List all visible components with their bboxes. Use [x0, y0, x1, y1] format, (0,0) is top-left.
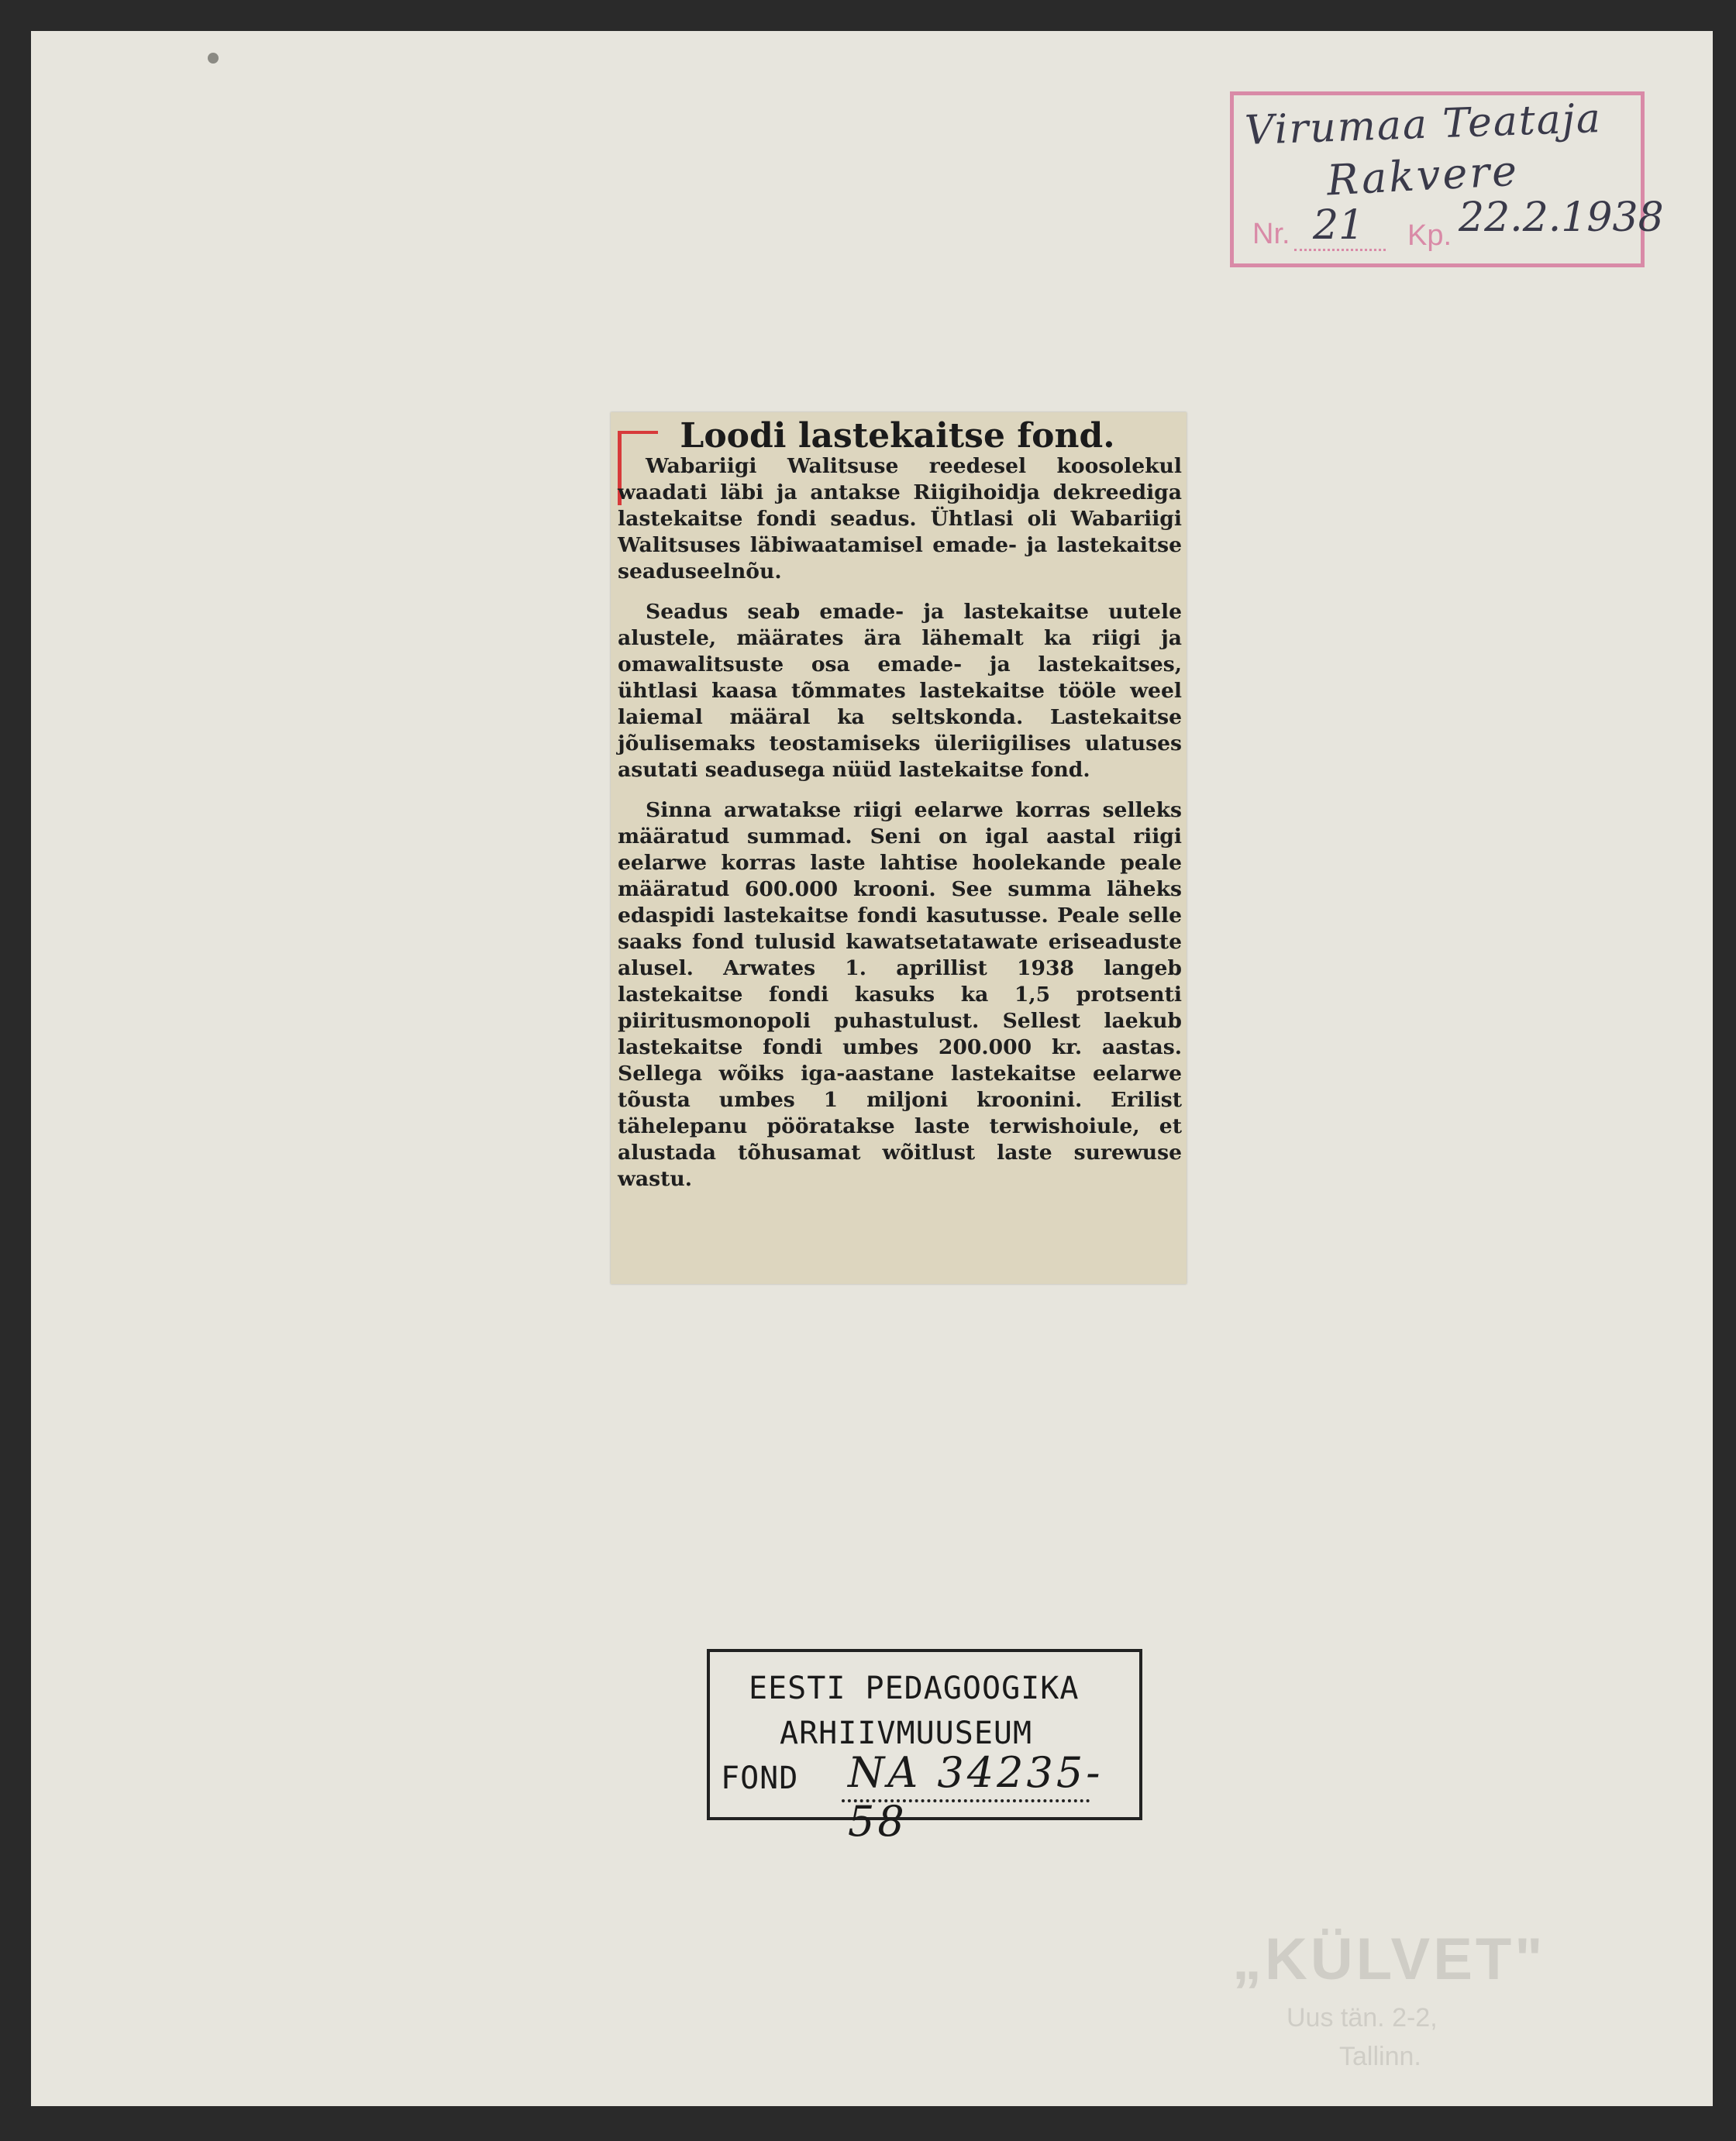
pin-hole — [208, 53, 219, 64]
archive-stamp-fond-value: NA 34235-58 — [848, 1748, 1104, 1846]
newspaper-source-stamp — [1230, 91, 1664, 267]
archive-stamp-line1: EESTI PEDAGOOGIKA — [749, 1671, 1080, 1706]
clipping-body — [618, 453, 1182, 1193]
clipping-paragraph-1: Wabariigi Walitsuse reedesel koosolekul waadati läbi ja antakse Riigihoidja dekreediga lastekaitse fondi seadus. Ühtlasi oli Wabariigi Walitsuses läbiwaatamisel emade- ja lastekaitse seaduseelnõu. — [618, 454, 1182, 583]
stamp-kp-label: Kp. — [1407, 219, 1452, 252]
emboss-city: Tallinn. — [1339, 2042, 1421, 2071]
stamp-nr-value: 21 — [1313, 202, 1365, 249]
stamp-nr-line — [1294, 249, 1386, 251]
clipping-paragraph-3: Sinna arwatakse riigi eelarwe korras selleks määratud summad. Seni on igal aastal riigi eelarwe korras laste lahtise hoolekande peale määratud 600.000 krooni. See summa läheks edaspidi lastekaitse fondi kasutusse. Peale selle saaks fond tulusid kawatsetatawate eriseaduste alusel. Arwates 1. aprillist 1938 langeb lastekaitse fondi kasuks ka 1,5 protsenti piiritusmonopoli puhastulust. Sellest laekub lastekaitse fondi umbes 200.000 kr. aastas. Sellega wõiks iga-aastane lastekaitse eelarwe tõusta umbes 1 miljoni kroonini. Erilist tähelepanu pööratakse laste terwishoiule, et alustada tõhusamat wõitlust laste surewuse wastu. — [618, 798, 1182, 1191]
archive-stamp-line2: ARHIIVMUUSEUM — [780, 1716, 1033, 1751]
clipping-title: Loodi lastekaitse fond. — [680, 416, 1115, 456]
stamp-newspaper-name: Virumaa Teataja — [1244, 95, 1603, 155]
stamp-date-value: 22.2.1938 — [1459, 194, 1664, 241]
archive-stamp-fond-label: FOND — [721, 1761, 799, 1796]
stamp-place: Rakvere — [1325, 146, 1521, 205]
clipping-paragraph-2: Seadus seab emade- ja lastekaitse uutele alustele, määrates ära lähemalt ka riigi ja omawalitsuste osa emade- ja lastekaitses, ühtlasi kaasa tõmmates lastekaitse tööle weel laiemal määral ka seltskonda. Lastekaitse jõulisemaks teostamiseks üleriigilises ulatuses asutati seadusega nüüd lastekaitse fond. — [618, 600, 1182, 782]
archive-stamp — [707, 1649, 1142, 1846]
emboss-name: „KÜLVET" — [1232, 1926, 1546, 1992]
stamp-nr-label: Nr. — [1252, 218, 1290, 250]
emboss-street: Uus tän. 2-2, — [1286, 2003, 1438, 2033]
